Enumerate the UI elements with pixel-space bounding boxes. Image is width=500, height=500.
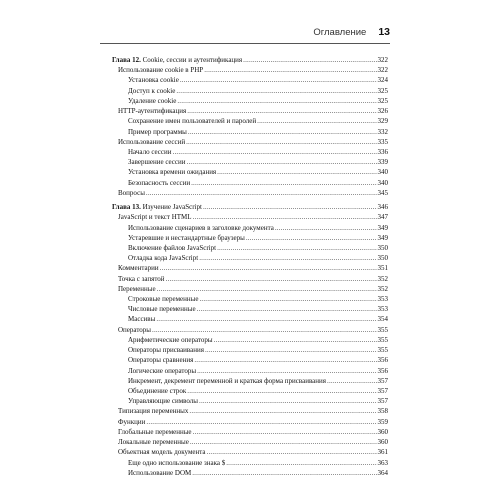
toc-entry	[112, 417, 388, 427]
dot-leader	[217, 243, 376, 253]
dot-leader	[187, 157, 377, 167]
toc-page-number: 326	[377, 107, 388, 116]
dot-leader	[188, 127, 377, 137]
toc-entry-title: Строковые переменные	[128, 295, 199, 304]
dot-leader	[199, 253, 376, 263]
toc-entry	[112, 167, 388, 177]
dot-leader	[243, 55, 376, 65]
toc-entry	[112, 458, 388, 468]
toc-entry	[112, 263, 388, 273]
dot-leader	[193, 427, 377, 437]
toc-entry	[112, 284, 388, 294]
toc-entry-title: Объектная модель документа	[118, 448, 206, 457]
toc-page-number: 350	[377, 254, 388, 263]
chapter-title: Изучение JavaScript	[140, 203, 202, 212]
toc-entry-title: Операторы сравнения	[128, 356, 194, 365]
toc-page-number: 363	[377, 458, 388, 467]
toc-page-number: 322	[377, 66, 388, 75]
toc-entry-title: Числовые переменные	[128, 305, 196, 314]
chapter-label: Глава 13.	[112, 203, 141, 212]
dot-leader	[214, 335, 377, 345]
toc-entry	[112, 406, 388, 416]
dot-leader	[180, 75, 377, 85]
dot-leader	[207, 447, 377, 457]
toc-page-number: 340	[377, 178, 388, 187]
dot-leader	[166, 274, 377, 284]
toc-entry	[112, 386, 388, 396]
toc-entry-title: Арифметические операторы	[128, 335, 213, 344]
toc-entry-title: HTTP-аутентификация	[118, 107, 187, 116]
toc-page-number: 357	[377, 397, 388, 406]
toc-entry-title: Использование DOM	[128, 468, 192, 477]
dot-leader	[146, 417, 376, 427]
toc-entry	[112, 137, 388, 147]
dot-leader	[275, 223, 377, 233]
toc-page-number: 357	[377, 387, 388, 395]
toc-page-number: 332	[377, 127, 388, 136]
toc-entry	[112, 75, 388, 85]
toc-entry	[112, 65, 388, 75]
dot-leader	[157, 284, 377, 294]
dot-leader	[197, 304, 377, 314]
dot-leader	[173, 147, 377, 157]
toc-entry	[112, 157, 388, 167]
toc-chapter-entry	[112, 55, 388, 65]
dot-leader	[192, 468, 376, 478]
toc-page-number: 359	[377, 417, 388, 426]
toc-entry	[112, 86, 388, 96]
toc-page-number: 349	[377, 223, 388, 232]
toc-entry-title: Переменные	[118, 284, 156, 293]
toc-entry-title: Массивы	[128, 315, 156, 324]
toc-page-number: 360	[377, 438, 388, 447]
toc-entry	[112, 355, 388, 365]
toc-entry-title	[112, 55, 242, 65]
toc-page-number: 358	[377, 407, 388, 416]
toc-entry-title	[112, 202, 202, 212]
toc-page-number: 354	[377, 315, 388, 324]
toc-entry-title: Операторы присваивания	[128, 346, 204, 355]
toc-page-number: 349	[377, 233, 388, 242]
dot-leader	[205, 345, 377, 355]
dot-leader	[189, 406, 376, 416]
toc-entry	[112, 427, 388, 437]
toc-page-number: 361	[377, 448, 388, 457]
toc-entry	[112, 376, 388, 386]
toc-page-number: 335	[377, 137, 388, 146]
toc-entry	[112, 345, 388, 355]
dot-leader	[199, 294, 376, 304]
toc-entry	[112, 396, 388, 406]
toc-entry-title: Операторы	[118, 325, 152, 334]
toc-page-number: 340	[377, 168, 388, 177]
toc-entry	[112, 468, 388, 478]
dot-leader	[191, 178, 376, 188]
toc-entry-title: Локальные переменные	[118, 438, 189, 447]
toc-entry-title: Функции	[118, 417, 146, 426]
toc-entry-title: Отладка кода JavaScript	[128, 254, 199, 263]
dot-leader	[177, 96, 376, 106]
toc-page-number: 357	[377, 376, 388, 385]
toc-entry-title: Использование сценариев в заголовке документа	[128, 223, 274, 232]
toc-entry-title: Включение файлов JavaScript	[128, 243, 217, 252]
toc-entry	[112, 304, 388, 314]
dot-leader	[187, 106, 376, 116]
dot-leader	[194, 355, 376, 365]
toc-entry	[112, 314, 388, 324]
dot-leader	[203, 202, 377, 212]
dot-leader	[152, 325, 376, 335]
toc-entry-title: JavaScript и текст HTML	[118, 213, 192, 222]
toc-entry-title: Объединение строк	[128, 387, 187, 395]
toc-entry-title: Логические операторы	[128, 366, 197, 375]
toc-entry-title: Пример программы	[128, 127, 187, 136]
toc-entry-title: Установка времени ожидания	[128, 168, 217, 177]
toc-page-number: 355	[377, 335, 388, 344]
toc-entry	[112, 253, 388, 263]
toc-entry	[112, 447, 388, 457]
dot-leader	[199, 396, 377, 406]
toc-entry	[112, 212, 388, 222]
dot-leader	[146, 188, 377, 198]
toc-entry	[112, 437, 388, 447]
toc-page-number: 339	[377, 158, 388, 167]
toc-entry	[112, 106, 388, 116]
toc-page-number: 325	[377, 86, 388, 95]
toc-page-number: 329	[377, 117, 388, 126]
toc-entry-title: Типизация переменных	[118, 407, 189, 416]
toc-entry	[112, 127, 388, 137]
toc-entry	[112, 96, 388, 106]
toc-entry-title: Комментарии	[118, 264, 159, 273]
toc-entry	[112, 233, 388, 243]
toc-page-number: 351	[377, 264, 388, 273]
page-number: 13	[378, 26, 390, 38]
toc-page-number: 322	[377, 56, 388, 64]
dot-leader	[160, 263, 377, 273]
toc-entry-title: Глобальные переменные	[118, 427, 192, 436]
dot-leader	[217, 167, 376, 177]
dot-leader	[190, 437, 377, 447]
toc-entry	[112, 116, 388, 126]
dot-leader	[193, 212, 377, 222]
toc-page-number: 352	[377, 284, 388, 293]
toc-page-number: 350	[377, 243, 388, 252]
dot-leader	[197, 366, 376, 376]
toc-entry-title: Устаревшие и нестандартные браузеры	[128, 233, 245, 242]
toc-entry-title: Установка cookie	[128, 76, 179, 85]
toc-entry-title: Управляющие символы	[128, 397, 198, 406]
toc-entry-title: Использование cookie в PHP	[118, 66, 204, 75]
dot-leader	[327, 376, 377, 386]
toc-entry	[112, 274, 388, 284]
toc-entry-title: Точка с запятой	[118, 274, 165, 283]
toc-entry-title: Сохранение имен пользователей и паролей	[128, 117, 257, 126]
toc-page-number: 353	[377, 305, 388, 314]
toc-entry-title: Использование сессий	[118, 137, 186, 146]
toc-entry	[112, 294, 388, 304]
toc-page-number: 355	[377, 346, 388, 355]
toc-page-number: 352	[377, 274, 388, 283]
toc-entry-title: Безопасность сессии	[128, 178, 191, 187]
toc-page-number: 356	[377, 366, 388, 375]
dot-leader	[186, 137, 376, 147]
toc-page-number: 324	[377, 76, 388, 85]
toc-chapter-entry	[112, 202, 388, 212]
toc-entry-title: Вопросы	[118, 188, 145, 197]
toc-entry	[112, 325, 388, 335]
toc-entry	[112, 243, 388, 253]
toc-entry-title: Инкремент, декремент переменной и краткая форма присваивания	[128, 376, 326, 385]
dot-leader	[257, 116, 376, 126]
dot-leader	[176, 86, 376, 96]
toc-entry	[112, 178, 388, 188]
toc-entry-title: Еще одно использование знака $	[128, 458, 226, 467]
toc-entry	[112, 335, 388, 345]
toc-page-number: 345	[377, 188, 388, 197]
toc-page-number: 364	[377, 468, 388, 477]
toc-page-number: 353	[377, 295, 388, 304]
header-rule	[100, 43, 390, 44]
toc-entry	[112, 223, 388, 233]
toc-entry	[112, 147, 388, 157]
toc-entry	[112, 366, 388, 376]
table-of-contents	[112, 55, 388, 478]
toc-entry-title: Начало сессии	[128, 147, 172, 156]
dot-leader	[156, 314, 376, 324]
chapter-label: Глава 12.	[112, 56, 141, 64]
toc-entry-title: Удаление cookie	[128, 96, 177, 105]
toc-entry-title: Завершение сессии	[128, 158, 186, 167]
dot-leader	[246, 233, 377, 243]
toc-page-number: 346	[377, 203, 388, 212]
toc-page-number: 356	[377, 356, 388, 365]
section-title: Оглавление	[313, 27, 367, 38]
toc-page-number: 355	[377, 325, 388, 334]
dot-leader	[187, 386, 376, 396]
toc-entry	[112, 188, 388, 198]
toc-page-number: 336	[377, 147, 388, 156]
toc-entry-title: Доступ к cookie	[128, 86, 176, 95]
toc-page-number: 360	[377, 427, 388, 436]
toc-page-number: 347	[377, 213, 388, 222]
toc-page-number: 325	[377, 96, 388, 105]
page-header	[100, 26, 390, 42]
dot-leader	[226, 458, 376, 468]
dot-leader	[204, 65, 376, 75]
chapter-title: Cookie, сессии и аутентификация	[140, 56, 243, 64]
